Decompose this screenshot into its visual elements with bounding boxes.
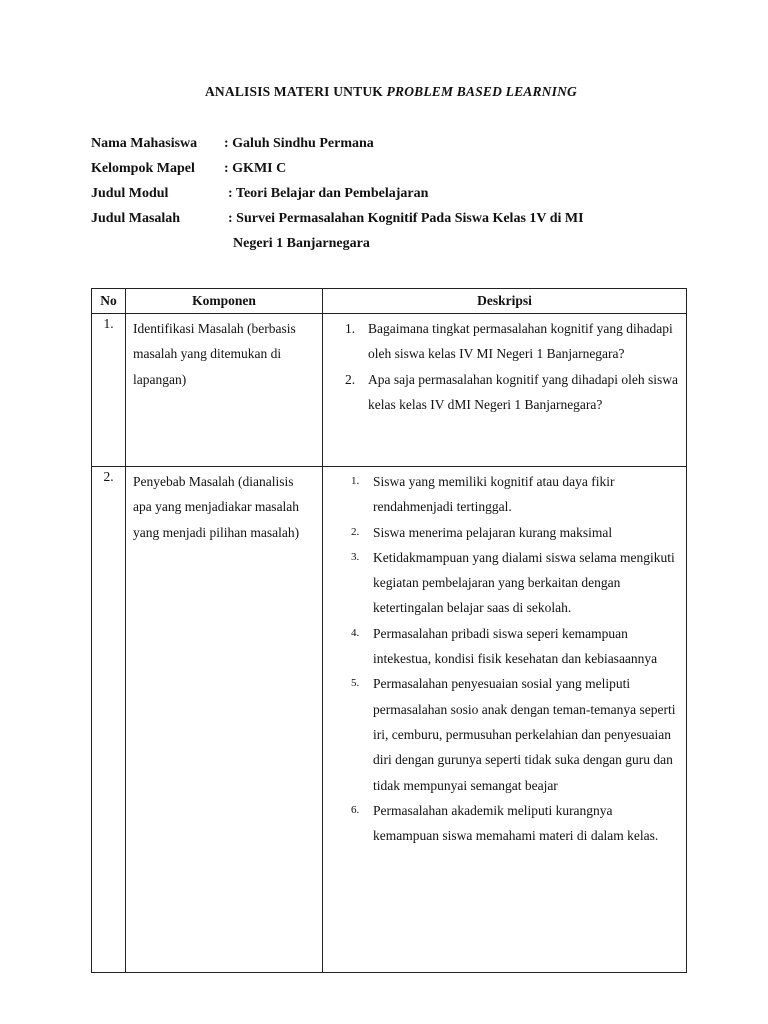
- header-komponen: Komponen: [126, 289, 323, 314]
- list-item: [323, 520, 686, 545]
- row-deskripsi: [323, 314, 687, 467]
- list-number: 2.: [351, 525, 360, 538]
- table-row: [92, 467, 687, 973]
- list-item: [323, 469, 686, 520]
- list-item: [323, 798, 686, 849]
- title-part-regular: ANALISIS MATERI UNTUK: [204, 84, 387, 99]
- list-text: Permasalahan akademik meliputi kurangnya kemampuan siswa memahami materi di dalam kelas.: [373, 802, 659, 844]
- document-title: [0, 84, 768, 100]
- meta-value: : Galuh Sindhu Permana: [224, 136, 374, 151]
- title-part-italic: PROBLEM BASED LEARNING: [386, 84, 577, 99]
- list-number: 6.: [351, 803, 360, 816]
- row-deskripsi: [323, 467, 687, 973]
- meta-value: : GKMI C: [224, 161, 287, 176]
- table-row: [92, 314, 687, 467]
- list-item: [323, 671, 686, 797]
- list-number: 1.: [351, 475, 360, 487]
- list-text: Permasalahan penyesuaian sosial yang meliputi permasalahan sosio anak dengan teman-temanya seperti iri, cemburu, permusuhan perkelahian dan penyesuaian diri dengan gurunya seperti tidak suka dengan guru dan tidak mempunyai semangat beajar: [373, 676, 676, 793]
- meta-label: Nama Mahasiswa: [91, 136, 198, 151]
- deskripsi-list: [323, 467, 686, 848]
- meta-value: : Teori Belajar dan Pembelajaran: [228, 186, 429, 201]
- list-text: Apa saja permasalahan kognitif yang dihadapi oleh siswa kelas kelas IV dMI Negeri 1 Banjarnegara?: [368, 371, 679, 412]
- row-komponen: Penyebab Masalah (dianalisis apa yang menjadiakar masalah yang menjadi pilihan masalah): [126, 467, 323, 973]
- list-item: [323, 621, 686, 672]
- meta-label: Kelompok Mapel: [91, 161, 195, 176]
- table-header-row: [92, 289, 687, 314]
- list-text: Bagaimana tingkat permasalahan kognitif yang dihadapi oleh siswa kelas IV MI Negeri 1 Banjarnegara?: [368, 321, 673, 362]
- meta-label: Judul Masalah: [91, 211, 181, 226]
- meta-value-continued: Negeri 1 Banjarnegara: [233, 236, 370, 251]
- list-number: 1.: [345, 321, 356, 336]
- list-text: Ketidakmampuan yang dialami siswa selama mengikuti kegiatan pembelajaran yang berkaitan dengan ketertingalan belajar saas di sekolah.: [373, 549, 675, 616]
- list-text: Permasalahan pribadi siswa seperi kemampuan intekestua, kondisi fisik kesehatan dan kebiasaannya: [373, 625, 658, 667]
- row-number: 2.: [92, 467, 126, 973]
- list-item: [323, 367, 686, 418]
- header-deskripsi: Deskripsi: [323, 289, 687, 314]
- list-number: 4.: [351, 626, 360, 639]
- meta-value: : Survei Permasalahan Kognitif Pada Siswa Kelas 1V di MI: [228, 211, 584, 226]
- analysis-table: [91, 288, 687, 973]
- header-no: No: [92, 289, 126, 314]
- meta-label: Judul Modul: [91, 186, 169, 201]
- row-number: 1.: [92, 314, 126, 467]
- list-text: Siswa yang memiliki kognitif atau daya fikir rendahmenjadi tertinggal.: [373, 474, 615, 515]
- row-komponen: Identifikasi Masalah (berbasis masalah yang ditemukan di lapangan): [126, 314, 323, 467]
- list-number: 2.: [345, 371, 356, 387]
- list-number: 3.: [351, 550, 360, 563]
- list-item: [323, 316, 686, 367]
- list-text: Siswa menerima pelajaran kurang maksimal: [373, 524, 613, 540]
- deskripsi-list: [323, 314, 686, 417]
- list-item: [323, 545, 686, 621]
- list-number: 5.: [351, 677, 360, 690]
